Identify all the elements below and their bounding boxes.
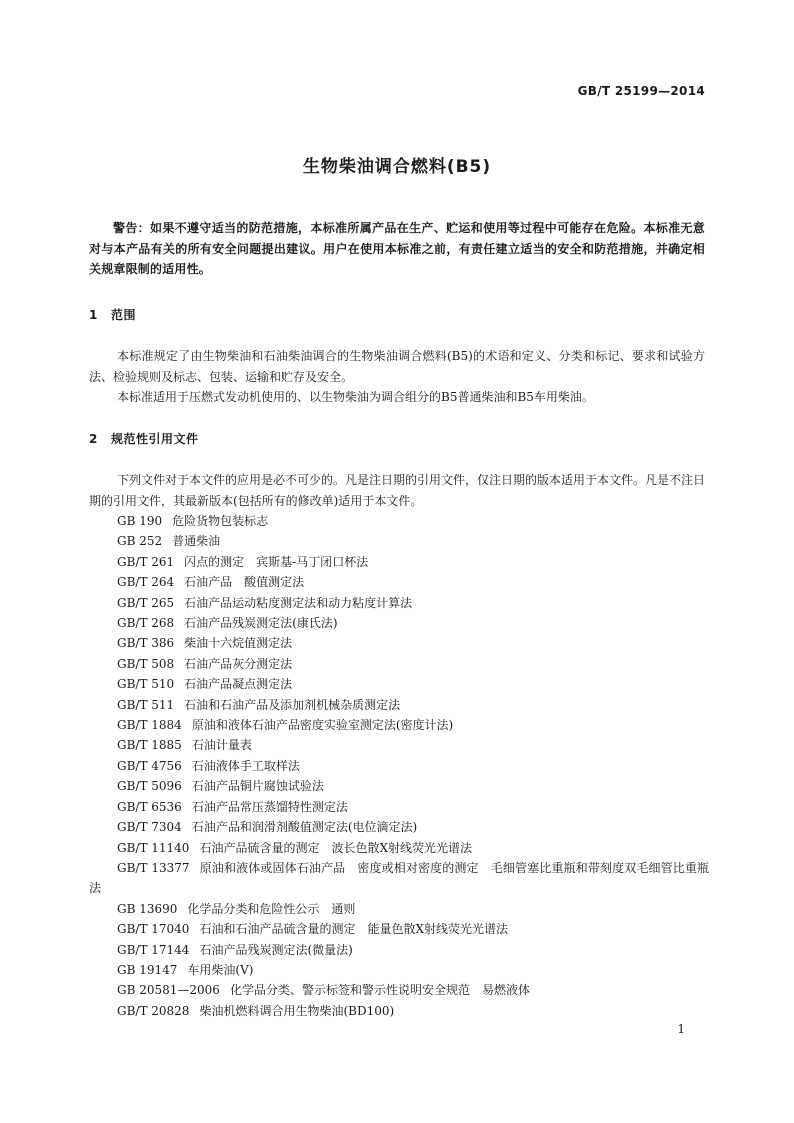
- reference-item: [89, 735, 709, 755]
- section-1-body: [89, 346, 705, 408]
- reference-title: 危险货物包装标志: [172, 514, 269, 528]
- reference-title: 车用柴油(Ⅴ): [187, 962, 254, 977]
- reference-item: [89, 654, 709, 674]
- reference-code: GB/T 511: [117, 697, 175, 712]
- reference-code: GB/T 4756: [117, 758, 182, 773]
- reference-code: GB/T 264: [117, 575, 175, 590]
- reference-title: 石油液体手工取样法: [191, 758, 300, 773]
- reference-title: 化学品分类、警示标签和警示性说明安全规范 易燃液体: [229, 983, 530, 998]
- reference-item: [89, 838, 709, 858]
- reference-code: GB/T 7304: [117, 820, 182, 835]
- reference-code: GB/T 508: [117, 656, 175, 671]
- reference-code: GB 20581—2006: [117, 983, 220, 998]
- reference-code: GB/T 1884: [117, 718, 182, 733]
- reference-item: [89, 960, 709, 980]
- section-1-number: 1: [89, 308, 98, 322]
- reference-title: 石油产品残炭测定法(微量法): [199, 942, 353, 957]
- reference-title: 柴油机燃料调合用生物柴油(BD100): [199, 1003, 395, 1018]
- reference-item: [89, 797, 709, 817]
- reference-item: [89, 817, 709, 837]
- reference-code: GB/T 17144: [117, 942, 190, 957]
- page-number: 1: [677, 1022, 685, 1036]
- reference-item: [89, 674, 709, 694]
- reference-title: 石油产品常压蒸馏特性测定法: [191, 799, 348, 814]
- reference-title: 石油计量表: [191, 738, 252, 753]
- reference-code: GB/T 268: [117, 616, 175, 631]
- reference-item: [89, 940, 709, 960]
- reference-title: 石油产品运动粘度测定法和动力粘度计算法: [184, 595, 413, 610]
- reference-item: [89, 572, 709, 592]
- reference-item: [89, 715, 709, 735]
- warning-paragraph: 警告：如果不遵守适当的防范措施，本标准所属产品在生产、贮运和使用等过程中可能存在危险。本标准无意对与本产品有关的所有安全问题提出建议。用户在使用本标准之前，有责任建立适当的安全和防范措施，并确定相关规章限制的适用性。: [89, 221, 705, 276]
- reference-item: [89, 633, 709, 653]
- reference-title: 石油产品凝点测定法: [184, 677, 293, 692]
- reference-code: GB 19147: [117, 962, 178, 977]
- scope-paragraph-2: 本标准适用于压燃式发动机使用的、以生物柴油为调合组分的B5普通柴油和B5车用柴油。: [117, 390, 594, 404]
- reference-title: 石油产品 酸值测定法: [184, 575, 305, 590]
- reference-code: GB/T 17040: [117, 922, 190, 937]
- reference-item: [89, 980, 709, 1000]
- reference-list: [89, 511, 709, 1021]
- reference-code: GB/T 6536: [117, 799, 182, 814]
- reference-title: 普通柴油: [172, 534, 221, 549]
- reference-title: 石油产品硫含量的测定 波长色散X射线荧光光谱法: [199, 840, 472, 855]
- reference-item: [89, 531, 709, 551]
- reference-title: 原油和液体石油产品密度实验室测定法(密度计法): [191, 718, 454, 733]
- document-code: GB/T 25199—2014: [577, 84, 705, 98]
- reference-item: [89, 1001, 709, 1021]
- section-1-heading: [89, 306, 136, 323]
- reference-code: GB/T 11140: [117, 840, 190, 855]
- reference-title: 石油产品铜片腐蚀试验法: [191, 779, 324, 794]
- reference-code: GB/T 261: [117, 554, 175, 569]
- section-1-title: 范围: [111, 308, 137, 322]
- document-title: 生物柴油调合燃料(B5): [302, 157, 492, 177]
- reference-title: 石油产品和润滑剂酸值测定法(电位滴定法): [191, 820, 418, 835]
- reference-title: 柴油十六烷值测定法: [184, 636, 293, 651]
- references-intro-paragraph: 下列文件对于本文件的应用是必不可少的。凡是注日期的引用文件，仅注日期的版本适用于本文件。凡是不注日期的引用文件，其最新版本(包括所有的修改单)适用于本文件。: [89, 473, 706, 508]
- reference-code: GB 13690: [117, 901, 178, 916]
- reference-title: 闪点的测定 宾斯基-马丁闭口杯法: [184, 554, 369, 569]
- reference-title: 石油和石油产品及添加剂机械杂质测定法: [184, 697, 401, 712]
- reference-code: GB/T 20828: [117, 1003, 190, 1018]
- reference-title: 石油和石油产品硫含量的测定 能量色散X射线荧光光谱法: [199, 922, 508, 937]
- reference-item: [89, 613, 709, 633]
- reference-item: [89, 511, 709, 531]
- reference-code: GB/T 386: [117, 636, 175, 651]
- reference-item: [89, 695, 709, 715]
- reference-code: GB/T 5096: [117, 779, 182, 794]
- reference-title: 石油产品灰分测定法: [184, 656, 293, 671]
- reference-code: GB 252: [117, 534, 163, 549]
- section-2-heading: [89, 430, 199, 447]
- reference-item: [89, 756, 709, 776]
- section-2-number: 2: [89, 432, 98, 446]
- reference-title: 化学品分类和危险性公示 通则: [187, 901, 356, 916]
- section-2-intro: [89, 470, 705, 511]
- reference-item: [89, 593, 709, 613]
- reference-title: 石油产品残炭测定法(康氏法): [184, 616, 338, 631]
- reference-title: 原油和液体或固体石油产品 密度或相对密度的测定 毛细管塞比重瓶和带刻度双毛细管比重瓶法: [89, 860, 709, 896]
- section-2-title: 规范性引用文件: [111, 432, 199, 446]
- reference-code: GB/T 13377: [117, 860, 190, 875]
- reference-item: [89, 552, 709, 572]
- reference-code: GB/T 1885: [117, 738, 182, 753]
- reference-code: GB/T 265: [117, 595, 175, 610]
- reference-item: [89, 776, 709, 796]
- reference-code: GB 190: [117, 514, 163, 528]
- reference-code: GB/T 510: [117, 677, 175, 692]
- reference-item: [89, 858, 709, 899]
- reference-item: [89, 919, 709, 939]
- scope-paragraph-1: 本标准规定了由生物柴油和石油柴油调合的生物柴油调合燃料(B5)的术语和定义、分类和标记、要求和试验方法、检验规则及标志、包装、运输和贮存及安全。: [89, 349, 705, 384]
- reference-item: [89, 899, 709, 919]
